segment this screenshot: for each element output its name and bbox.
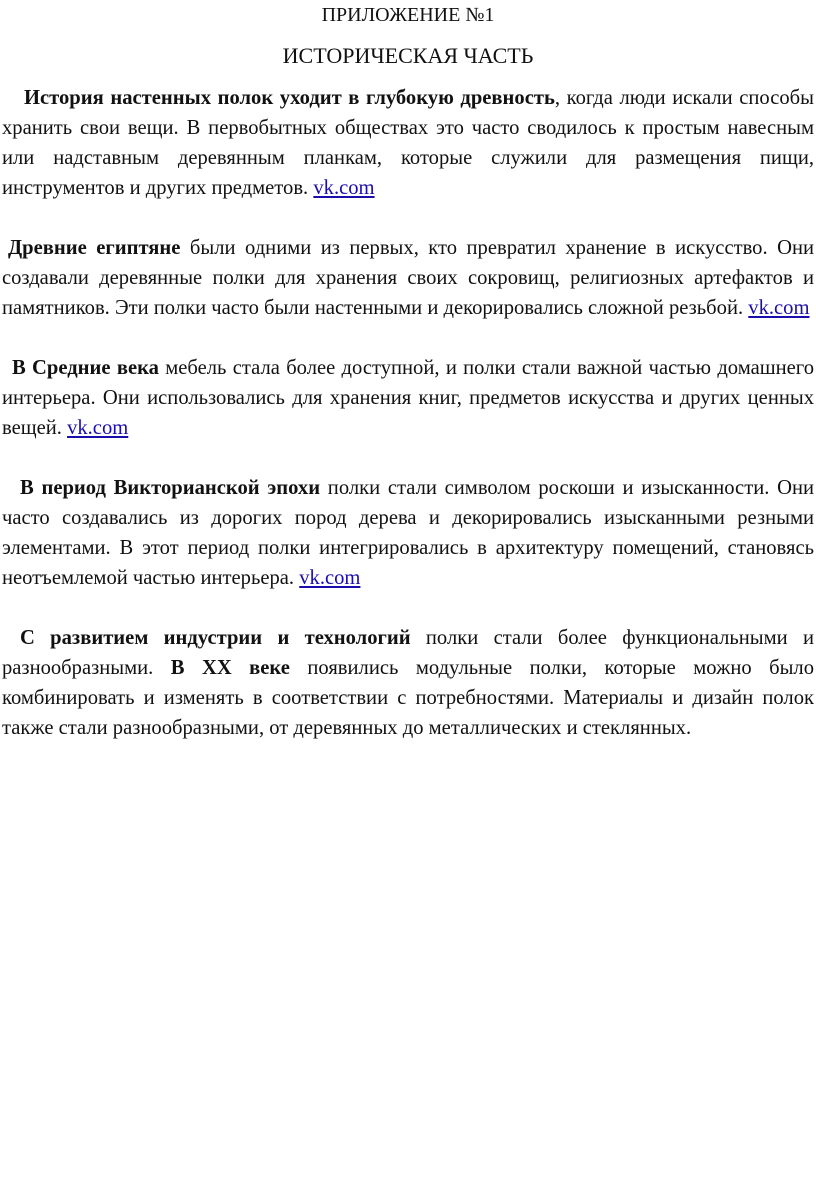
source-link[interactable]: vk.com — [748, 297, 810, 319]
paragraph-lead: Древние египтяне — [8, 237, 181, 259]
paragraph-lead: История настенных полок уходит в глубокую древность — [24, 87, 555, 109]
paragraph-lead: С развитием индустрии и технологий — [20, 627, 411, 649]
paragraph-text: мебель стала более доступной, и полки стали важной частью домашнего интерьера. Они использовались для хранения книг, предметов искусства и других ценных вещей. — [2, 357, 814, 439]
appendix-title: ПРИЛОЖЕНИЕ №1 — [321, 4, 495, 26]
source-link[interactable]: vk.com — [299, 567, 361, 589]
paragraph-lead: В период Викторианской эпохи — [20, 477, 321, 499]
paragraph-text: были одними из первых, кто превратил хранение в искусство. Они создавали деревянные полки для хранения своих сокровищ, религиозных артефактов и памятников. Эти полки часто были настенными и декорировались сложной резьбой. — [2, 237, 814, 319]
paragraph-text-secondary: появились модульные полки, которые можно было комбинировать и изменять в соответствии с потребностями. Материалы и дизайн полок также стали разнообразными, от деревянных до металлических и стеклянных. — [2, 657, 814, 739]
paragraph-victorian-era — [2, 473, 814, 593]
paragraph-egyptians — [2, 233, 814, 323]
paragraph-lead-secondary: В XX веке — [170, 657, 290, 679]
paragraph-industry — [2, 623, 814, 743]
section-title: ИСТОРИЧЕСКАЯ ЧАСТЬ — [282, 43, 534, 68]
paragraph-middle-ages — [2, 353, 814, 443]
paragraph-text: полки стали символом роскоши и изысканности. Они часто создавались из дорогих пород дерева и декорировались изысканными резными элементами. В этот период полки интегрировались в архитектуру помещений, становясь неотъемлемой частью интерьера. — [2, 477, 815, 589]
paragraph-text: , когда люди искали способы хранить свои вещи. В первобытных обществах это часто сводилось к простым навесным или надставным деревянным планкам, которые служили для размещения пищи, инструментов и других предметов. — [2, 87, 814, 199]
paragraph-ancient-history — [2, 83, 814, 203]
source-link[interactable]: vk.com — [67, 417, 129, 439]
source-link[interactable]: vk.com — [313, 177, 375, 199]
paragraph-lead: В Средние века — [12, 357, 159, 379]
paragraph-text: полки стали более функциональными и разнообразными. — [2, 627, 814, 679]
